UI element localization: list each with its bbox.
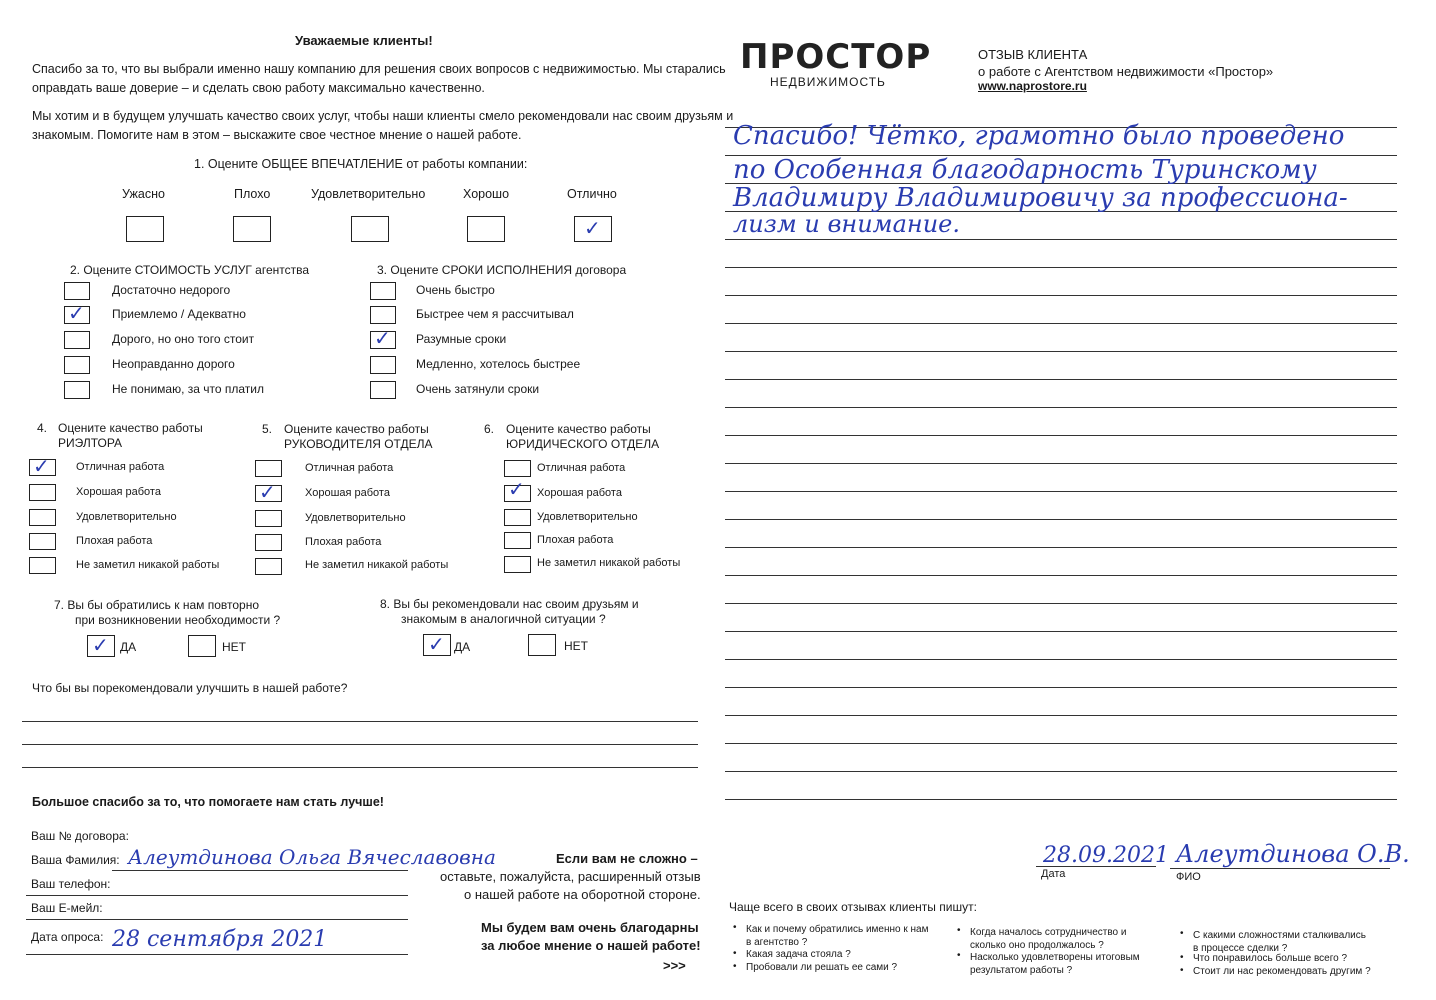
q7-yes-label: ДА [120,640,137,654]
q1-checkbox[interactable] [126,216,164,242]
q7-no-label: НЕТ [222,640,246,654]
q5-checkbox[interactable] [255,558,282,575]
answer-line[interactable] [22,744,698,745]
ruled-line[interactable] [725,323,1397,324]
hint-bullet: • [957,925,961,936]
ruled-line[interactable] [725,771,1397,772]
review-subtitle: о работе с Агентством недвижимости «Простор» [978,64,1274,79]
q4-option-label: Удовлетворительно [76,511,177,523]
q4-checkbox[interactable] [29,557,56,574]
ruled-line[interactable] [725,743,1397,744]
ruled-line[interactable] [725,491,1397,492]
review-text-line: Спасибо! Чётко, грамотно было проведено [733,121,1345,151]
q6-option-label: Хорошая работа [537,487,622,499]
hint-item: Когда началось сотрудничество и сколько оно продолжалось ? [970,927,1127,951]
intro-paragraph-2b: знакомым. Помогите нам в этом – выскажите свое честное мнение о нашей работе. [32,128,522,142]
q7-title: 7. Вы бы обратились к нам повторно [54,598,260,612]
q3-option-label: Быстрее чем я рассчитывал [416,307,574,321]
q5-option-label: Отличная работа [305,462,394,474]
survey-date-value: 28 сентября 2021 [112,927,328,952]
check-mark-icon: ✓ [68,301,85,325]
q5-checkbox[interactable] [255,510,282,527]
ruled-line[interactable] [725,351,1397,352]
answer-line[interactable] [22,767,698,768]
intro-paragraph-2: Мы хотим и в будущем улучшать качество своих услуг, чтобы наши клиенты смело рекомендовали нас своим друзьям и [32,109,734,123]
q4-checkbox[interactable] [29,484,56,501]
q1-option-label: Удовлетворительно [311,187,426,201]
q3-checkbox[interactable] [370,381,396,399]
answer-line[interactable] [22,721,698,722]
ruled-line[interactable] [725,295,1397,296]
hint-item: С какими сложностями сталкивались в процессе сделки ? [1193,930,1366,954]
website-link[interactable]: www.naprostore.ru [978,79,1087,93]
q1-option-label: Плохо [234,187,271,201]
q4-option-label: Отличная работа [76,461,165,473]
hint-bullet: • [733,961,737,972]
q4-option-label: Плохая работа [76,535,153,547]
q2-title: 2. Оцените СТОИМОСТЬ УСЛУГ агентства [70,263,310,277]
q1-option-label: Ужасно [122,187,165,201]
q4-title: Оцените качество работы [58,421,203,435]
q1-option-label: Хорошо [463,187,510,201]
q4-option-label: Хорошая работа [76,486,161,498]
q4-checkbox[interactable] [29,533,56,550]
q6-title: Оцените качество работы [506,422,651,436]
q1-checkbox[interactable] [467,216,505,242]
check-mark-icon: ✓ [428,632,445,656]
ruled-line[interactable] [725,239,1397,240]
review-text-line: по Особенная благодарность Туринскому [733,155,1317,185]
phone-label: Ваш телефон: [31,877,111,891]
q8-no-label: НЕТ [564,639,588,653]
side-note-5: за любое мнение о нашей работе! [481,938,701,953]
q3-option-label: Очень быстро [416,283,495,297]
hint-item: Насколько удовлетворены итоговым результатом работы ? [970,952,1140,976]
q6-checkbox[interactable] [504,460,531,477]
ruled-line[interactable] [725,631,1397,632]
ruled-line[interactable] [725,267,1397,268]
ruled-line[interactable] [725,547,1397,548]
q6-option-label: Не заметил никакой работы [537,557,681,569]
q7-title-line2: при возникновении необходимости ? [75,613,281,627]
improve-question: Что бы вы порекомендовали улучшить в нашей работе? [32,681,348,695]
q4-number: 4. [37,421,48,435]
hint-item: Что понравилось больше всего ? [1193,953,1348,964]
hint-item: Как и почему обратились именно к нам в агентство ? [746,924,929,948]
side-note-3: о нашей работе на оборотной стороне. [464,887,701,902]
q8-no-checkbox[interactable] [528,634,556,656]
q1-checkbox[interactable] [233,216,271,242]
surname-label: Ваша Фамилия: [31,853,120,867]
check-mark-icon: ✓ [92,633,109,657]
q6-checkbox[interactable] [504,556,531,573]
q3-title: 3. Оцените СРОКИ ИСПОЛНЕНИЯ договора [377,263,627,277]
q5-checkbox[interactable] [255,460,282,477]
q2-checkbox[interactable] [64,381,90,399]
check-mark-icon: ✓ [33,454,50,478]
q1-checkbox[interactable] [351,216,389,242]
q2-option-label: Неоправданно дорого [112,357,235,371]
ruled-line[interactable] [725,603,1397,604]
fio-label: ФИО [1176,871,1201,883]
q3-checkbox[interactable] [370,282,396,300]
review-title: ОТЗЫВ КЛИЕНТА [978,47,1088,62]
review-date-field[interactable] [1036,866,1156,867]
hints-title: Чаще всего в своих отзывах клиенты пишут: [729,900,977,914]
review-date-label: Дата [1041,868,1066,880]
hint-bullet: • [733,922,737,933]
email-label: Ваш Е-мейл: [31,901,103,915]
fio-value: Алеутдинова О.В. [1176,840,1410,868]
q6-option-label: Плохая работа [537,534,614,546]
q8-yes-label: ДА [454,640,471,654]
q5-title: Оцените качество работы [284,422,429,436]
hint-item: Пробовали ли решать ее сами ? [746,962,898,973]
q3-checkbox[interactable] [370,306,396,324]
heading: Уважаемые клиенты! [295,33,433,48]
q2-option-label: Приемлемо / Адекватно [112,307,246,321]
email-field[interactable] [26,919,408,920]
ruled-line[interactable] [725,799,1397,800]
q1-title: 1. Оцените ОБЩЕЕ ВПЕЧАТЛЕНИЕ от работы компании: [194,157,528,171]
arrows-icon: >>> [663,958,686,973]
hint-bullet: • [1180,965,1184,976]
q3-option-label: Очень затянули сроки [416,382,540,396]
q6-option-label: Отличная работа [537,462,626,474]
q2-option-label: Не понимаю, за что платил [112,382,265,396]
intro-paragraph-1: Спасибо за то, что вы выбрали именно нашу компанию для решения своих вопросов с недвижимостью. Мы старались [32,62,726,76]
intro-paragraph-1b: оправдать ваше доверие – и сделать свою работу максимально качественно. [32,81,485,95]
q5-checkbox[interactable] [255,534,282,551]
logo-subtitle: НЕДВИЖИМОСТЬ [770,75,886,89]
q8-title: 8. Вы бы рекомендовали нас своим друзьям и [380,597,639,611]
ruled-line[interactable] [725,659,1397,660]
q4-subject: РИЭЛТОРА [58,436,123,450]
hint-bullet: • [733,948,737,959]
q2-checkbox[interactable] [64,282,90,300]
q5-option-label: Удовлетворительно [305,512,406,524]
q8-title-line2: знакомым в аналогичной ситуации ? [401,612,606,626]
q1-option-label: Отлично [567,187,617,201]
q6-subject: ЮРИДИЧЕСКОГО ОТДЕЛА [506,437,660,451]
side-note-2: оставьте, пожалуйста, расширенный отзыв [440,869,701,884]
thanks-text: Большое спасибо за то, что помогаете нам стать лучше! [32,795,384,809]
logo: ПРОСТОР [740,37,932,77]
q2-option-label: Дорого, но оно того стоит [112,332,255,346]
phone-field[interactable] [26,895,408,896]
ruled-line[interactable] [725,407,1397,408]
q2-checkbox[interactable] [64,331,90,349]
ruled-line[interactable] [725,687,1397,688]
contract-label: Ваш № договора: [31,829,129,843]
fio-field[interactable] [1170,868,1390,869]
hint-item: Стоит ли нас рекомендовать другим ? [1193,966,1371,977]
ruled-line[interactable] [725,575,1397,576]
q6-checkbox[interactable] [504,509,531,526]
q5-number: 5. [262,422,273,436]
hint-bullet: • [1180,952,1184,963]
surname-value: Алеутдинова Ольга Вячеславовна [128,845,496,869]
q2-checkbox[interactable] [64,356,90,374]
review-text-line: лизм и внимание. [733,210,960,238]
check-mark-icon: ✓ [374,326,391,350]
ruled-line[interactable] [725,379,1397,380]
q3-checkbox[interactable] [370,356,396,374]
q2-option-label: Достаточно недорого [112,283,231,297]
ruled-line[interactable] [725,715,1397,716]
q4-checkbox[interactable] [29,509,56,526]
hint-bullet: • [957,950,961,961]
date-label: Дата опроса: [31,930,104,944]
q6-checkbox[interactable] [504,532,531,549]
q3-option-label: Медленно, хотелось быстрее [416,357,581,371]
ruled-line[interactable] [725,519,1397,520]
q5-option-label: Не заметил никакой работы [305,559,449,571]
side-note-1: Если вам не сложно – [556,851,698,866]
q3-option-label: Разумные сроки [416,332,507,346]
q6-option-label: Удовлетворительно [537,511,638,523]
review-date-value: 28.09.2021 [1043,843,1169,868]
surname-field[interactable] [112,870,408,871]
q6-number: 6. [484,422,495,436]
hint-item: Какая задача стояла ? [746,949,851,960]
side-note-4: Мы будем вам очень благодарны [481,920,699,935]
ruled-line[interactable] [725,463,1397,464]
ruled-line[interactable] [725,435,1397,436]
review-text-line: Владимиру Владимировичу за профессиона- [733,183,1348,213]
check-mark-icon: ✓ [584,216,601,240]
q5-option-label: Хорошая работа [305,487,390,499]
q7-no-checkbox[interactable] [188,635,216,657]
hint-bullet: • [1180,928,1184,939]
q5-option-label: Плохая работа [305,536,382,548]
check-mark-icon: ✓ [508,477,525,501]
date-field[interactable] [26,954,408,955]
q5-subject: РУКОВОДИТЕЛЯ ОТДЕЛА [284,437,433,451]
q4-option-label: Не заметил никакой работы [76,559,220,571]
check-mark-icon: ✓ [259,480,276,504]
